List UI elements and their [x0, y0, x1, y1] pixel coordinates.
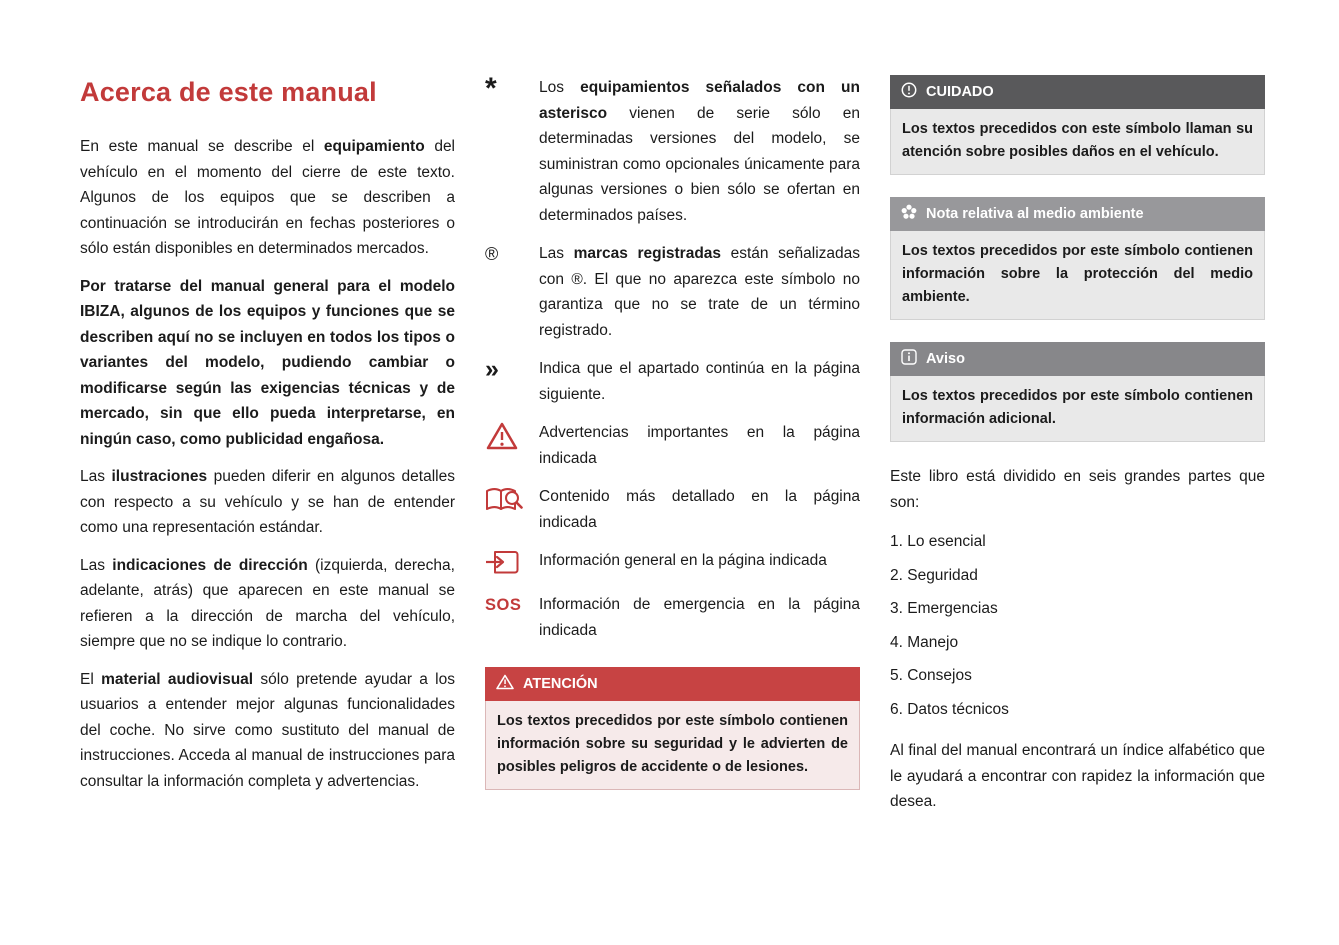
list-item: 5. Consejos	[890, 667, 972, 684]
cuidado-body: Los textos precedidos con este símbolo llaman su atención sobre posibles daños en el vehículo.	[890, 109, 1265, 175]
symbol-cell	[485, 592, 539, 618]
paragraph-material-audiovisual: El material audiovisual sólo pretende ayudar a los usuarios a entender mejor algunas funcionalidades del coche. No sirve como sustituto del manual de instrucciones. Acceda al manual de instrucciones para consultar la información completa y advertencias.	[80, 670, 455, 790]
symbol-description: Los equipamientos señalados con un asterisco vienen de serie sólo en determinadas versiones del modelo, se suministran como opcionales únicamente para algunas versiones o bien sólo se ofertan en determinados países.	[539, 79, 860, 224]
symbol-cell	[485, 356, 539, 381]
symbol-item-registered	[485, 241, 860, 343]
sos-icon: SOS	[485, 596, 522, 614]
symbol-cell	[485, 72, 539, 105]
cuidado-box	[890, 75, 1265, 175]
nota-title: Nota relativa al medio ambiente	[926, 206, 1144, 222]
warning-triangle-icon	[496, 674, 514, 694]
atencion-title: ATENCIÓN	[523, 676, 598, 692]
symbol-description: Información general en la página indicada	[539, 552, 827, 569]
aviso-body: Los textos precedidos por este símbolo contienen información adicional.	[890, 376, 1265, 442]
right-column	[890, 75, 1265, 815]
alphabetical-index-note: Al final del manual encontrará un índice alfabético que le ayudará a encontrar con rapidez la información que desea.	[890, 742, 1265, 810]
list-item: 6. Datos técnicos	[890, 700, 1009, 718]
flower-icon	[901, 204, 917, 224]
symbol-description: Indica que el apartado continúa en la página siguiente.	[539, 360, 860, 403]
warning-triangle-icon	[485, 420, 539, 451]
list-item: 3. Emergencias	[890, 600, 998, 617]
symbol-description: Advertencias importantes en la página indicada	[539, 424, 860, 467]
nota-header	[890, 197, 1265, 231]
left-column	[80, 75, 455, 815]
list-item: 4. Manejo	[890, 633, 959, 651]
atencion-box	[485, 667, 860, 790]
aviso-header	[890, 342, 1265, 376]
symbol-item-general-info	[485, 548, 860, 579]
list-item: 2. Seguridad	[890, 566, 978, 584]
exclamation-circle-icon	[901, 82, 917, 102]
book-arrow-icon	[485, 548, 539, 579]
symbol-item-asterisk	[485, 72, 860, 228]
symbol-item-continuation	[485, 356, 860, 407]
nota-medio-ambiente-box	[890, 197, 1265, 320]
list-item: 1. Lo esencial	[890, 533, 986, 550]
book-parts-intro: Este libro está dividido en seis grandes partes que son:	[890, 468, 1265, 511]
asterisk-icon: *	[485, 72, 497, 105]
nota-body: Los textos precedidos por este símbolo contienen información sobre la protección del medio ambiente.	[890, 231, 1265, 320]
aviso-box	[890, 342, 1265, 442]
registered-trademark-icon: ®	[485, 244, 499, 264]
symbol-item-detail	[485, 484, 860, 535]
book-parts-list	[890, 529, 1265, 722]
paragraph-modelo-ibiza: Por tratarse del manual general para el modelo IBIZA, algunos de los equipos y funciones que se describen aquí no se incluyen en todos los tipos o variantes del modelo, pudiendo cambiar o modificarse según las exigencias técnicas y de mercado, sin que ello pueda interpretarse, en ningún caso, como publicidad engañosa.	[80, 277, 455, 448]
book-magnifier-icon	[485, 484, 539, 515]
symbol-item-warning	[485, 420, 860, 471]
cuidado-header	[890, 75, 1265, 109]
paragraph-equipamiento: En este manual se describe el equipamiento del vehículo en el momento del cierre de este texto. Algunos de los equipos que se describen a continuación se introducirán en fechas posteriores o sólo están disponibles en determinados mercados.	[80, 138, 456, 257]
symbol-cell	[485, 241, 539, 266]
info-icon	[901, 349, 917, 369]
symbol-description: Las marcas registradas están señalizadas con ®. El que no aparezca este símbolo no garantiza que no se trate de un término registrado.	[539, 245, 860, 339]
atencion-body: Los textos precedidos por este símbolo contienen información sobre su seguridad y le advierten de posibles peligros de accidente o de lesiones.	[485, 701, 860, 790]
paragraph-indicaciones: Las indicaciones de dirección (izquierda, derecha, adelante, atrás) que aparecen en este manual se refieren a la dirección de marcha del vehículo, siempre que no se indique lo contrario.	[80, 556, 455, 650]
symbol-description: Contenido más detallado en la página indicada	[539, 488, 860, 531]
page-title: Acerca de este manual	[80, 77, 377, 107]
symbol-item-sos	[485, 592, 860, 643]
paragraph-ilustraciones: Las ilustraciones pueden diferir en algunos detalles con respecto a su vehículo y se han de entender como una representación estándar.	[80, 468, 455, 536]
continuation-icon: »	[485, 355, 499, 383]
cuidado-title: CUIDADO	[926, 84, 994, 100]
aviso-title: Aviso	[926, 351, 965, 367]
symbols-column	[485, 72, 860, 815]
atencion-header	[485, 667, 860, 701]
symbol-description: Información de emergencia en la página indicada	[539, 596, 860, 639]
